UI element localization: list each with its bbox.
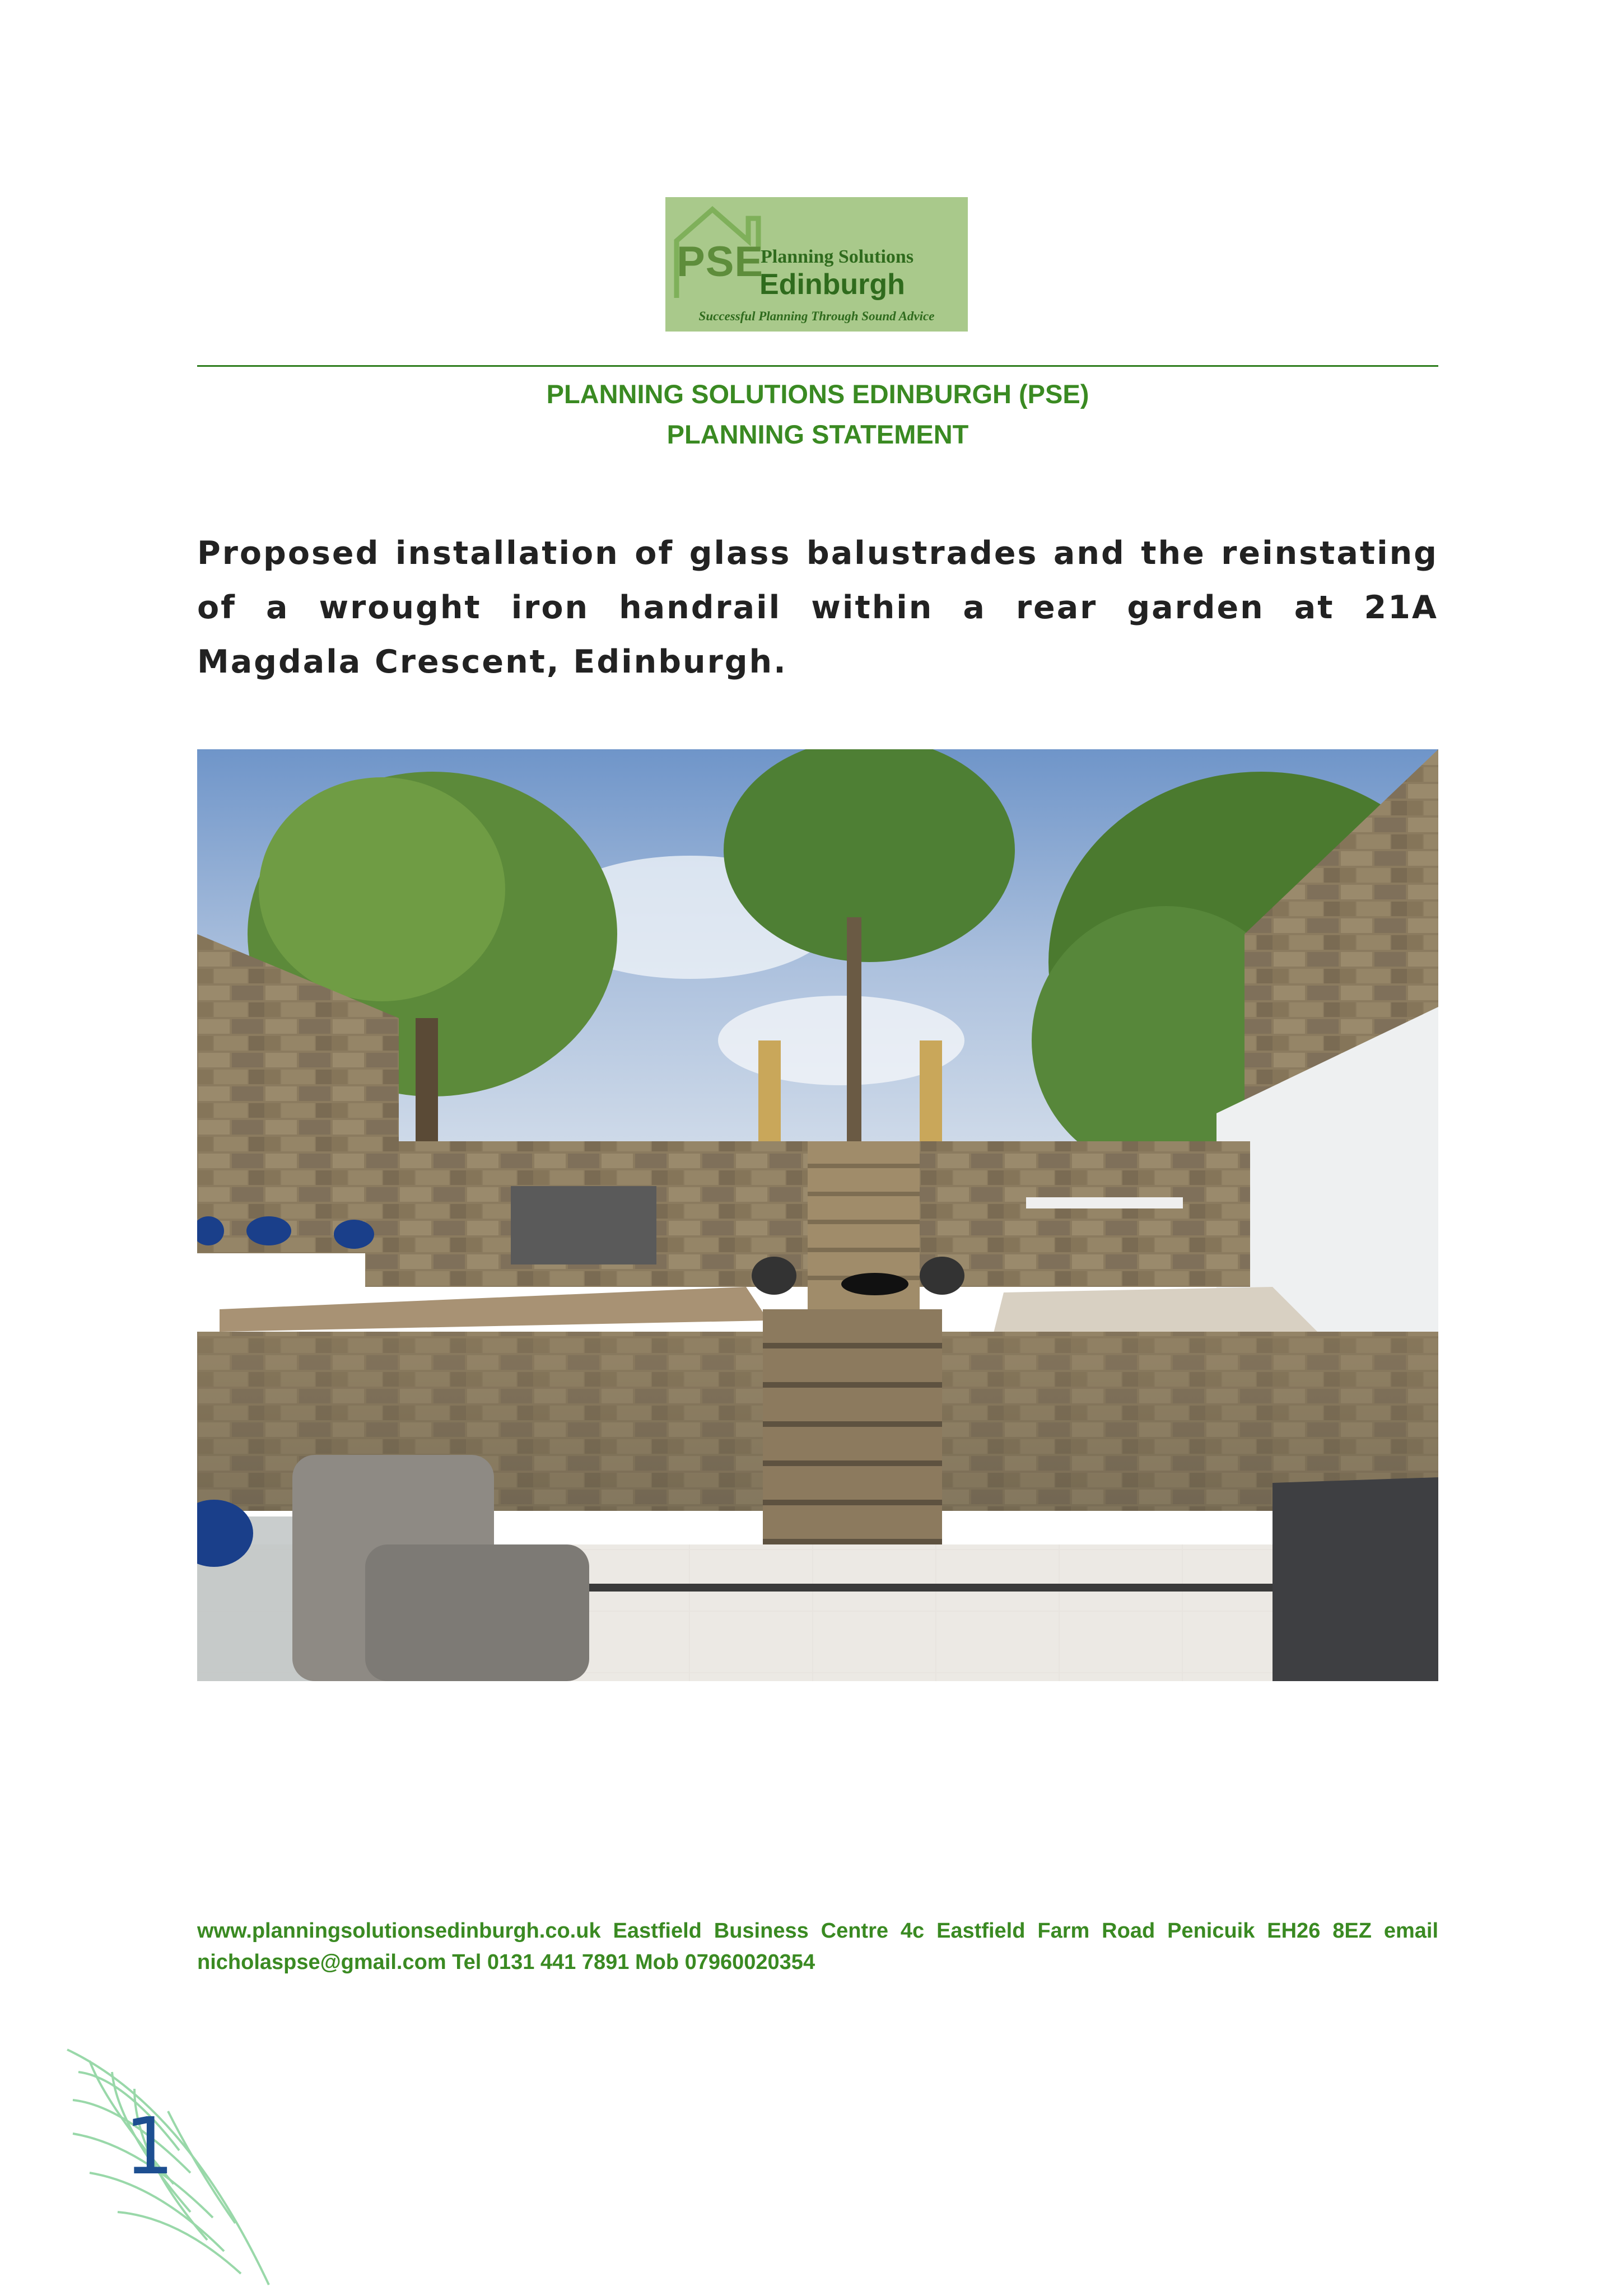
company-name: PLANNING SOLUTIONS EDINBURGH (PSE) <box>546 379 1089 409</box>
document-header <box>197 374 1438 455</box>
pse-logo <box>665 197 968 332</box>
contact-footer: www.planningsolutionsedinburgh.co.uk Eastfield Business Centre 4c Eastfield Farm Road Penicuik EH26 8EZ email nicholaspse@gmail.com Tel 0131 441 7891 Mob 07960020354 <box>197 1919 1438 1974</box>
page-number: 1 <box>124 2101 175 2192</box>
logo-line-1: Planning Solutions <box>761 246 914 267</box>
logo-abbreviation: PSE <box>677 238 764 286</box>
proposal-title: Proposed installation of glass balustrades and the reinstating of a wrought iron handrail within a rear garden at 21A Magdala Crescent, Edinburgh. <box>197 535 1438 680</box>
garden-photo <box>197 749 1438 1681</box>
logo-tagline: Successful Planning Through Sound Advice <box>698 309 935 323</box>
document-type: PLANNING STATEMENT <box>666 419 969 449</box>
logo-line-2: Edinburgh <box>759 268 905 301</box>
header-rule <box>197 365 1438 367</box>
